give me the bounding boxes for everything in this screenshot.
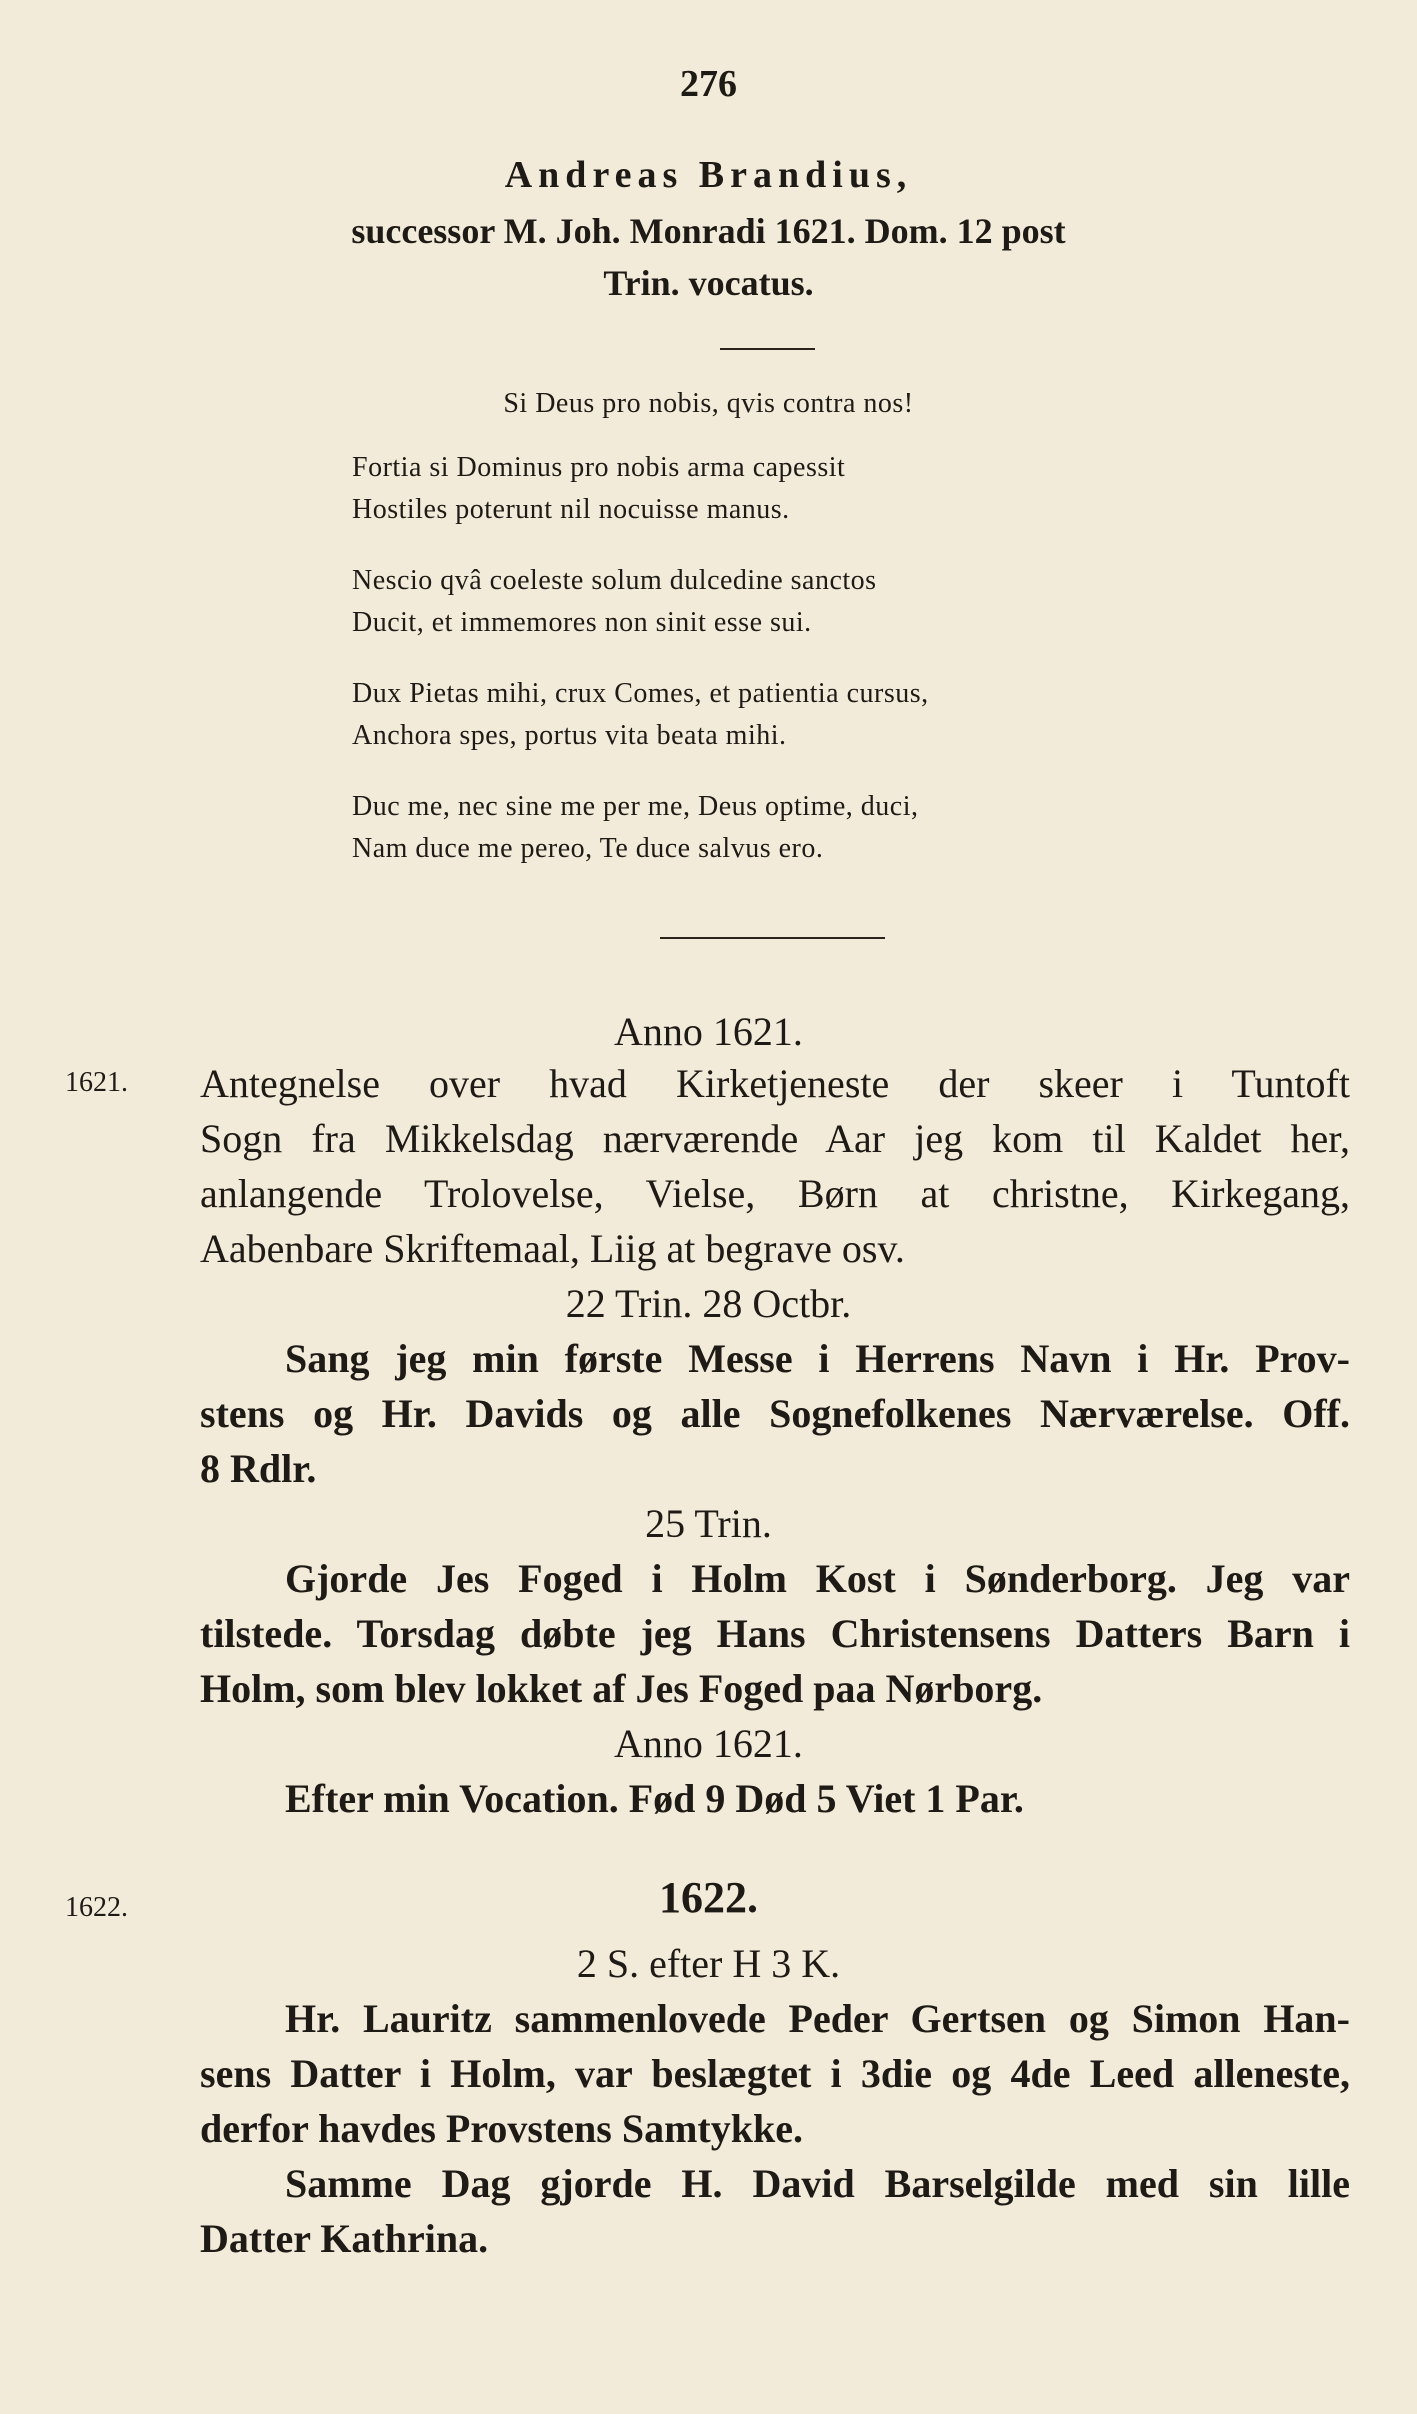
poem-line: Anchora spes, portus vita beata mihi.: [352, 720, 787, 751]
entry-line: Sang jeg min første Messe i Herrens Navn i Hr. Prov-: [285, 1336, 1350, 1381]
margin-year: 1622.: [65, 1892, 128, 1923]
heading-name: Andreas Brandius,: [504, 154, 913, 196]
entry-line: Samme Dag gjorde H. David Barselgilde med sin lille: [285, 2161, 1350, 2206]
paragraph-line: Antegnelse over hvad Kirketjeneste der skeer i Tuntoft: [200, 1061, 1350, 1106]
summary-line: Efter min Vocation. Fød 9 Død 5 Viet 1 Par.: [285, 1776, 1024, 1821]
entry-line: stens og Hr. Davids og alle Sognefolkenes Nærværelse. Off.: [200, 1391, 1350, 1436]
entry-line: Hr. Lauritz sammenlovede Peder Gertsen og Simon Han-: [285, 1996, 1350, 2041]
entry-date: 22 Trin. 28 Octbr.: [565, 1281, 852, 1326]
poem-title: Si Deus pro nobis, qvis contra nos!: [503, 388, 914, 419]
entry-line: sens Datter i Holm, var beslægtet i 3die og 4de Leed alleneste,: [200, 2051, 1350, 2096]
heading-successor: successor M. Joh. Monradi 1621. Dom. 12 post: [351, 211, 1066, 251]
paragraph-line: Aabenbare Skriftemaal, Liig at begrave osv.: [200, 1226, 905, 1271]
margin-year: 1621.: [65, 1067, 128, 1098]
paragraph-line: Sogn fra Mikkelsdag nærværende Aar jeg kom til Kaldet her,: [200, 1116, 1350, 1161]
poem-line: Ducit, et immemores non sinit esse sui.: [352, 607, 812, 638]
heading-divider: [720, 348, 815, 350]
section-divider: [660, 937, 885, 939]
poem-line: Fortia si Dominus pro nobis arma capessit: [352, 452, 846, 483]
entry-date: 2 S. efter H 3 K.: [576, 1941, 841, 1986]
entry-line: derfor havdes Provstens Samtykke.: [200, 2106, 803, 2151]
poem-line: Nam duce me pereo, Te duce salvus ero.: [352, 833, 824, 864]
summary-title: Anno 1621.: [614, 1721, 803, 1766]
heading-vocatus: Trin. vocatus.: [603, 263, 814, 303]
poem-line: Hostiles poterunt nil nocuisse manus.: [352, 494, 790, 525]
section-title-1621: Anno 1621.: [614, 1009, 803, 1054]
paragraph-line: anlangende Trolovelse, Vielse, Børn at christne, Kirkegang,: [200, 1171, 1350, 1216]
entry-line: Datter Kathrina.: [200, 2216, 489, 2261]
poem-line: Nescio qvâ coeleste solum dulcedine sanctos: [352, 565, 877, 596]
poem-line: Dux Pietas mihi, crux Comes, et patientia cursus,: [352, 678, 929, 709]
entry-line: Holm, som blev lokket af Jes Foged paa Nørborg.: [200, 1666, 1043, 1711]
entry-line: tilstede. Torsdag døbte jeg Hans Christensens Datters Barn i: [200, 1611, 1350, 1656]
entry-line: Gjorde Jes Foged i Holm Kost i Sønderborg. Jeg var: [285, 1556, 1350, 1601]
section-title-1622: 1622.: [659, 1873, 758, 1922]
entry-line: 8 Rdlr.: [200, 1446, 317, 1491]
poem-line: Duc me, nec sine me per me, Deus optime, duci,: [352, 791, 919, 822]
entry-date: 25 Trin.: [645, 1501, 772, 1546]
page-number: 276: [680, 63, 737, 105]
